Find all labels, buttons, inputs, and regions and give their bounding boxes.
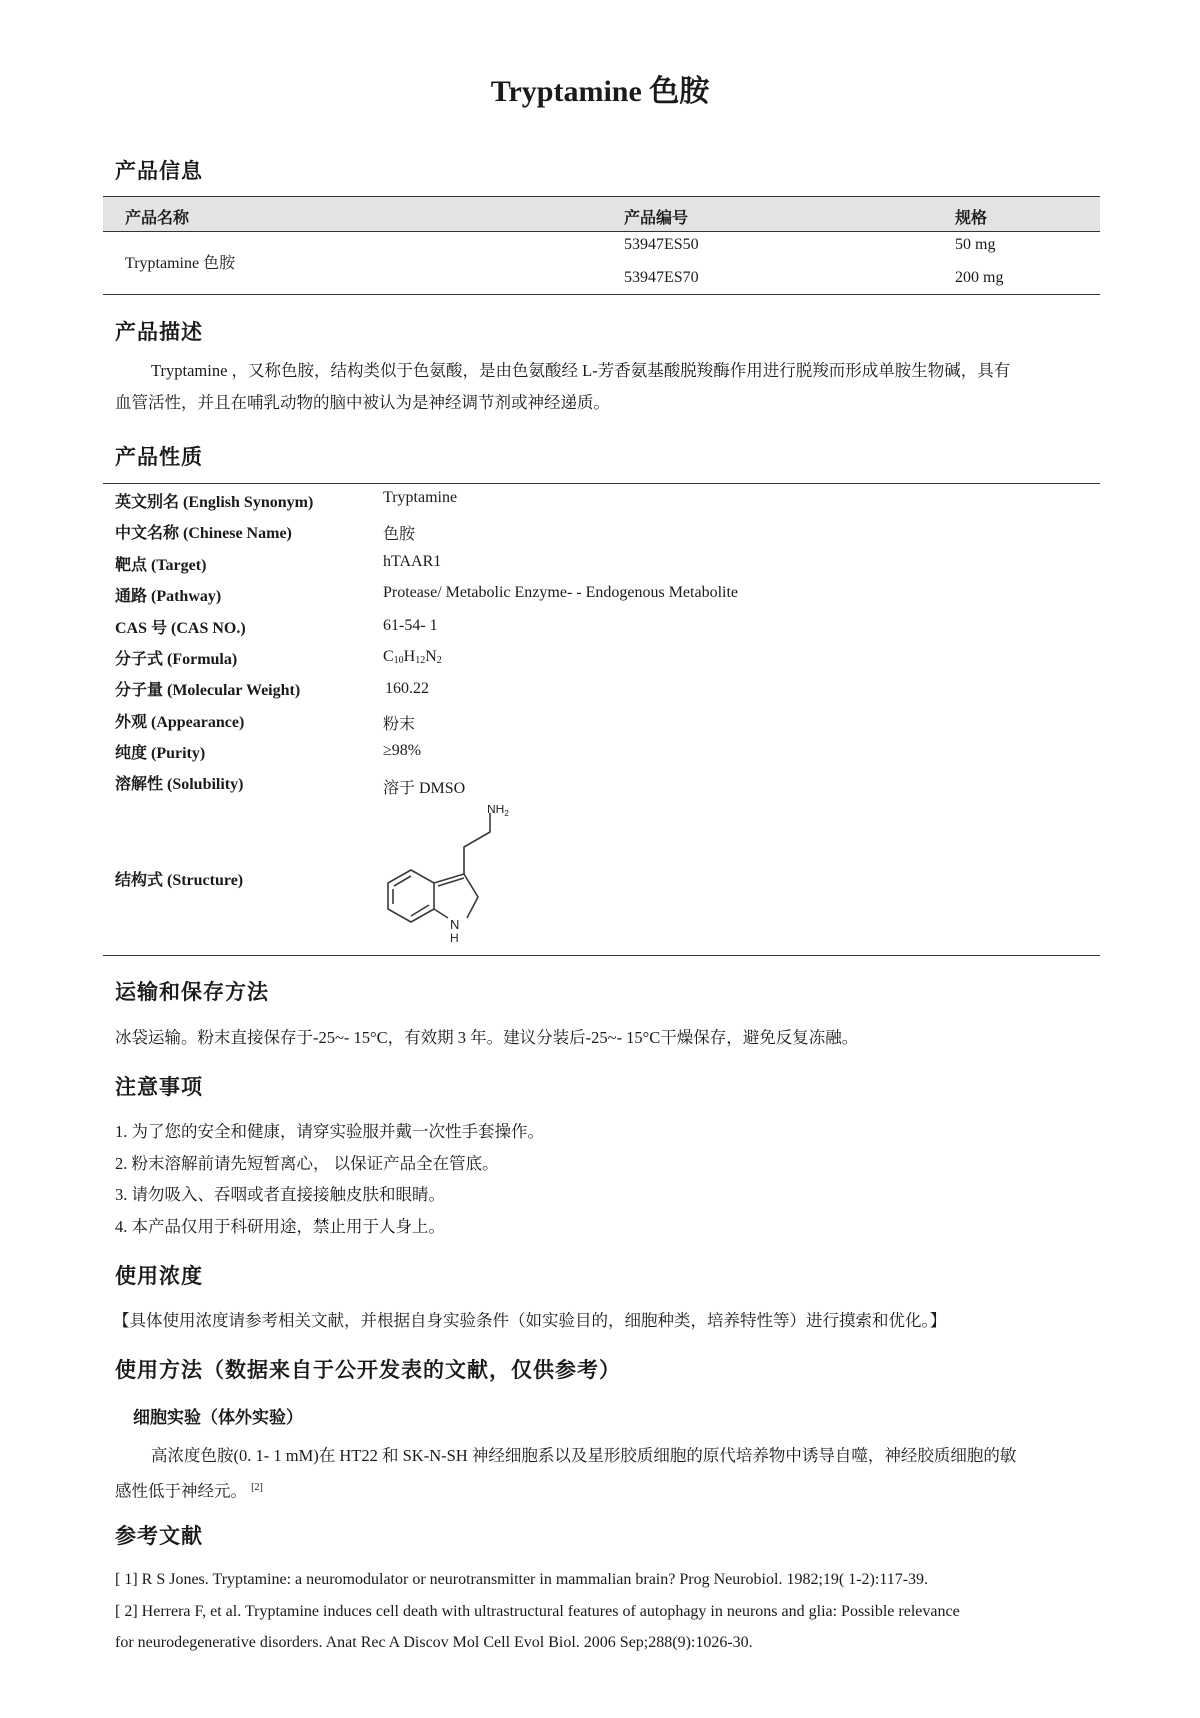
reference-item: [ 1] R S Jones. Tryptamine: a neuromodulator or neurotransmitter in mammalian brain? Prog Neurobiol. 1982;19( 1-2):117-39. bbox=[115, 1571, 929, 1588]
shipping-text: 冰袋运输。粉末直接保存于-25~- 15°C，有效期 3 年。建议分装后-25~- 15°C干燥保存，避免反复冻融。 bbox=[115, 1028, 859, 1047]
nh-label: N bbox=[450, 917, 460, 932]
structure-label: 结构式 (Structure) bbox=[115, 872, 244, 889]
formula-value: $C_{10}H_{12}N_2$ bbox=[383, 648, 442, 666]
precaution-item: 1. 为了您的安全和健康，请穿实验服并戴一次性手套操作。 bbox=[115, 1122, 544, 1141]
header-product-name: 产品名称 bbox=[125, 208, 190, 227]
section-heading-method: 使用方法（数据来自于公开发表的文献，仅供参考） bbox=[115, 1358, 621, 1382]
product-table-header bbox=[103, 196, 1100, 232]
property-value: ≥98% bbox=[383, 742, 422, 759]
reference-item: for neurodegenerative disorders. Anat Rec A Discov Mol Cell Evol Biol. 2006 Sep;288(9):1026-30. bbox=[115, 1634, 753, 1651]
product-size-cell: 200 mg bbox=[955, 269, 1004, 286]
section-heading-properties: 产品性质 bbox=[115, 445, 203, 469]
property-value: 色胺 bbox=[383, 526, 416, 543]
header-product-code: 产品编号 bbox=[624, 208, 689, 227]
subheading-cell-experiment: 细胞实验（体外实验） bbox=[133, 1408, 303, 1428]
section-heading-product-info: 产品信息 bbox=[115, 159, 203, 183]
properties-bottom-rule bbox=[103, 955, 1100, 956]
table-bottom-rule bbox=[103, 294, 1100, 295]
section-heading-references: 参考文献 bbox=[115, 1524, 203, 1548]
property-value: Tryptamine bbox=[383, 489, 458, 506]
precaution-item: 2. 粉末溶解前请先短暂离心， 以保证产品全在管底。 bbox=[115, 1154, 499, 1173]
properties-top-rule bbox=[103, 483, 1100, 484]
method-line: 感性低于神经元。 [2] bbox=[115, 1481, 263, 1501]
section-heading-precautions: 注意事项 bbox=[115, 1075, 203, 1099]
precaution-item: 3. 请勿吸入、吞咽或者直接接触皮肤和眼睛。 bbox=[115, 1185, 445, 1204]
property-label: CAS 号 (CAS NO.) bbox=[115, 620, 246, 637]
property-value: hTAAR1 bbox=[383, 553, 442, 570]
section-heading-concentration: 使用浓度 bbox=[115, 1264, 203, 1288]
method-line: 高浓度色胺(0. 1- 1 mM)在 HT22 和 SK-N-SH 神经细胞系以及星形胶质细胞的原代培养物中诱导自噬，神经胶质细胞的敏 bbox=[151, 1446, 1017, 1465]
h-label: H bbox=[450, 931, 459, 945]
precaution-item: 4. 本产品仅用于科研用途，禁止用于人身上。 bbox=[115, 1217, 445, 1236]
property-label: 靶点 (Target) bbox=[115, 557, 207, 574]
section-heading-shipping: 运输和保存方法 bbox=[115, 980, 269, 1004]
property-value: 160.22 bbox=[385, 680, 429, 697]
property-label: 纯度 (Purity) bbox=[115, 745, 206, 762]
citation-marker: [2] bbox=[251, 1482, 263, 1493]
concentration-text: 【具体使用浓度请参考相关文献，并根据自身实验条件（如实验目的，细胞种类，培养特性等）进行摸索和优化。】 bbox=[113, 1311, 947, 1330]
reference-item: [ 2] Herrera F, et al. Tryptamine induces cell death with ultrastructural features of autophagy in neurons and glia: Possible relevance bbox=[115, 1603, 960, 1620]
property-label: 通路 (Pathway) bbox=[115, 588, 222, 605]
nh2-label: $NH_2$ bbox=[487, 805, 509, 818]
product-code-cell: 53947ES50 bbox=[624, 236, 699, 253]
property-label: 溶解性 (Solubility) bbox=[115, 776, 244, 793]
description-line: Tryptamine ，又称色胺，结构类似于色氨酸，是由色氨酸经 L-芳香氨基酸脱羧酶作用进行脱羧而形成单胺生物碱，具有 bbox=[151, 361, 1011, 380]
tryptamine-structure-diagram bbox=[380, 805, 540, 945]
property-value: 61-54- 1 bbox=[383, 617, 438, 634]
header-spec: 规格 bbox=[955, 208, 988, 227]
property-label: 分子式 (Formula) bbox=[115, 651, 238, 668]
product-name-cell: Tryptamine 色胺 bbox=[125, 255, 236, 272]
property-label: 中文名称 (Chinese Name) bbox=[115, 525, 292, 542]
product-size-cell: 50 mg bbox=[955, 236, 996, 253]
property-value: Protease/ Metabolic Enzyme- - Endogenous Metabolite bbox=[383, 584, 739, 601]
product-code-cell: 53947ES70 bbox=[624, 269, 699, 286]
property-label: 英文别名 (English Synonym) bbox=[115, 494, 314, 511]
property-label: 外观 (Appearance) bbox=[115, 714, 245, 731]
property-label: 分子量 (Molecular Weight) bbox=[115, 682, 301, 699]
description-line: 血管活性，并且在哺乳动物的脑中被认为是神经调节剂或神经递质。 bbox=[115, 393, 610, 412]
property-value: 溶于 DMSO bbox=[383, 780, 466, 797]
property-value: 粉末 bbox=[383, 716, 416, 733]
section-heading-description: 产品描述 bbox=[115, 320, 203, 344]
page-title: Tryptamine 色胺 bbox=[490, 75, 710, 108]
